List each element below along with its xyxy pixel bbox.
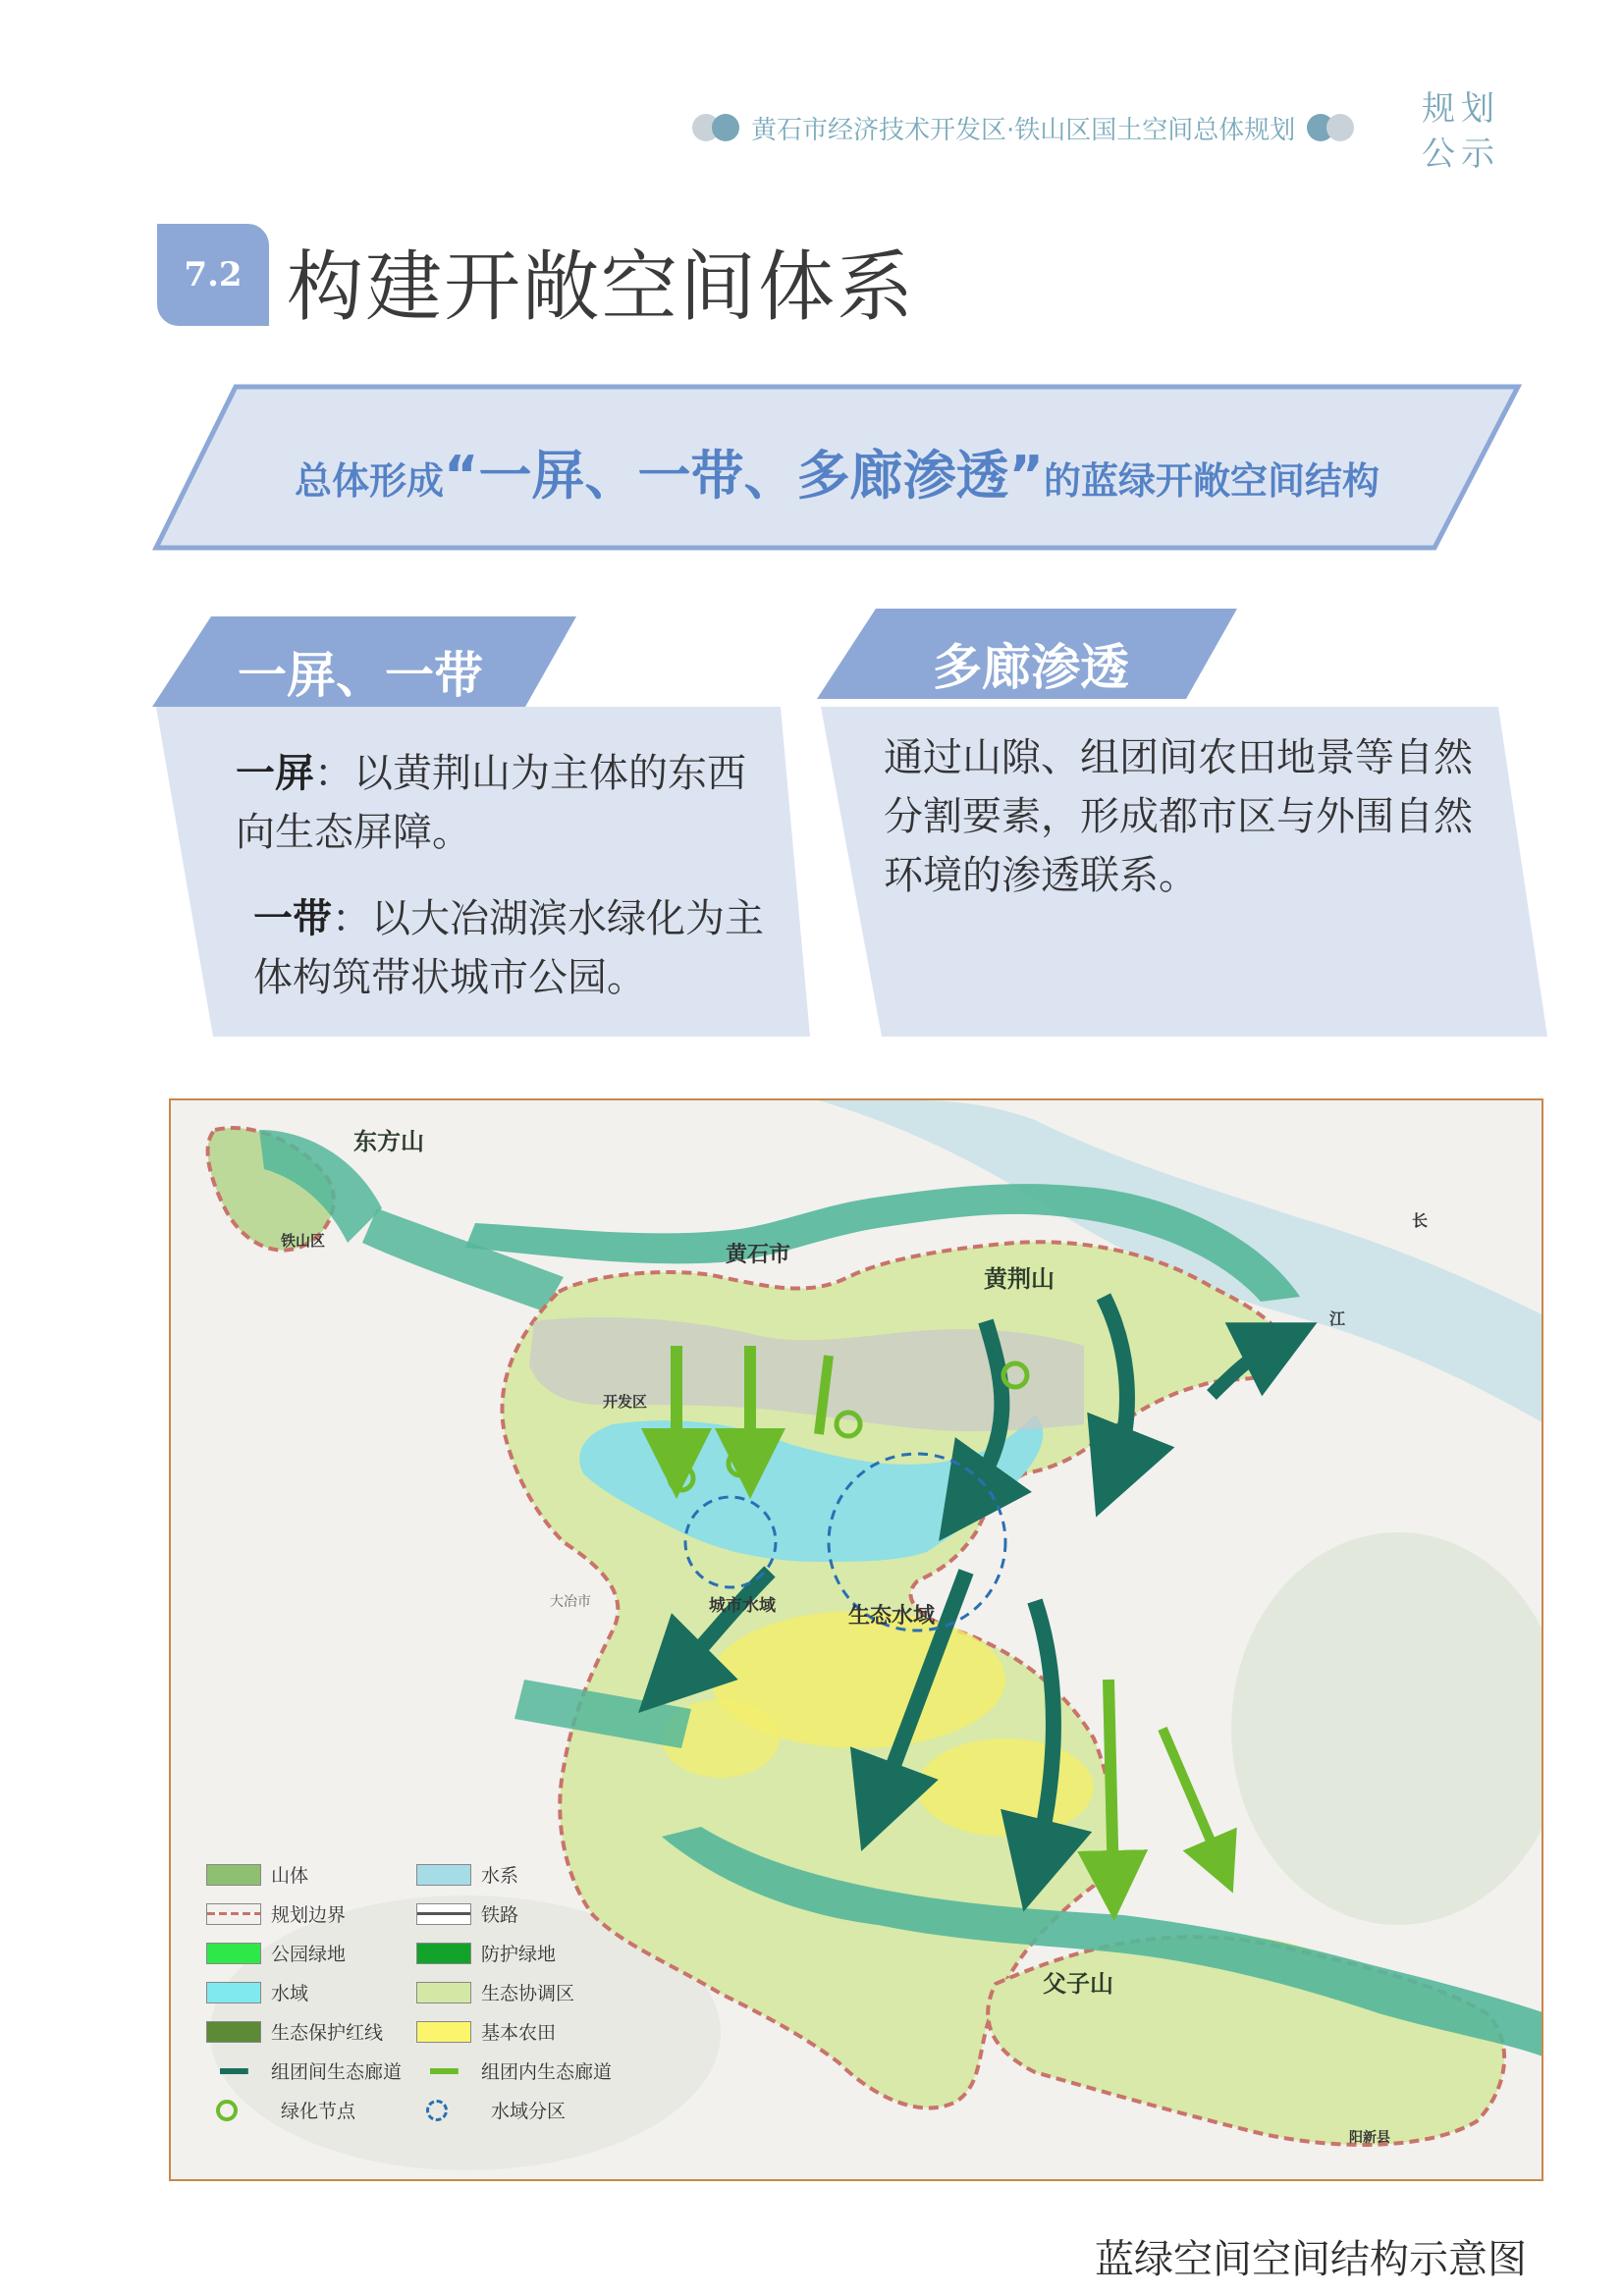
legend-swatch — [416, 1864, 471, 1886]
label-dongfangshan: 东方山 — [353, 1128, 424, 1155]
legend-item — [416, 2097, 566, 2123]
right-panel-tab: 多廊渗透 — [933, 639, 1129, 696]
section-number-badge: 7.2 — [157, 224, 269, 326]
legend-label: 防护绿地 — [481, 1944, 557, 1965]
label-yangxinxian: 阳新县 — [1349, 2130, 1390, 2146]
legend-swatch — [416, 2064, 471, 2078]
legend-swatch — [426, 2100, 448, 2121]
legend-label: 公园绿地 — [271, 1944, 347, 1965]
map-caption: 蓝绿空间空间结构示意图 — [1095, 2237, 1527, 2282]
headline-prefix: 总体形成 — [294, 459, 444, 503]
legend-label: 水域 — [271, 1983, 309, 2004]
legend-label: 生态协调区 — [481, 1983, 575, 2004]
document-title: 黄石市经济技术开发区·铁山区国土空间总体规划 — [751, 115, 1296, 145]
legend-item — [206, 1979, 308, 2005]
legend-label: 生态保护红线 — [271, 2022, 384, 2044]
legend-label: 基本农田 — [481, 2022, 557, 2044]
legend-swatch — [206, 1903, 261, 1925]
legend-item — [416, 1979, 574, 2005]
label-fuzishan: 父子山 — [1043, 1970, 1113, 1998]
headline-text — [152, 434, 1522, 509]
label-shengtaishuiyu: 生态水域 — [848, 1604, 936, 1629]
legend-swatch — [416, 1982, 471, 2003]
p2-text: ：以大冶湖滨水绿化为主体构筑带状城市公园。 — [253, 896, 764, 1000]
p2-label: 一带 — [253, 896, 332, 941]
headline-suffix: 的蓝绿开敞空间结构 — [1043, 459, 1380, 503]
left-panel-paragraph-2 — [253, 889, 784, 1007]
legend-swatch — [416, 1943, 471, 1964]
blue-green-space-map — [169, 1098, 1543, 2181]
legend-label: 铁路 — [481, 1904, 519, 1926]
legend-label: 山体 — [271, 1865, 309, 1887]
public-notice-line1: 规划 — [1422, 89, 1500, 129]
label-tieshanqu: 铁山区 — [281, 1232, 326, 1250]
legend-item — [416, 2018, 556, 2045]
legend-swatch — [206, 1982, 261, 2003]
public-notice-label — [1422, 86, 1500, 177]
header-dot — [1326, 114, 1354, 141]
legend-item — [206, 2097, 355, 2123]
header-bar — [692, 106, 1354, 149]
header-dots-left — [692, 114, 739, 141]
label-dayeshi: 大冶市 — [550, 1594, 591, 1610]
label-huangshishi: 黄石市 — [726, 1243, 791, 1267]
header-dots-right — [1307, 114, 1354, 141]
legend-swatch — [206, 1943, 261, 1964]
p1-label: 一屏 — [236, 751, 314, 796]
legend-swatch — [206, 1864, 261, 1886]
legend-item — [416, 1861, 518, 1888]
label-jiang: 江 — [1329, 1309, 1346, 1328]
right-panel-paragraph: 通过山隙、组团间农田地景等自然分割要素，形成都市区与外围自然环境的渗透联系。 — [884, 735, 1473, 898]
legend-item — [416, 2057, 612, 2084]
section-title: 构建开敞空间体系 — [287, 243, 916, 332]
legend-item — [416, 1900, 518, 1927]
legend-swatch — [206, 2021, 261, 2043]
legend-label: 规划边界 — [271, 1904, 347, 1926]
legend-label: 组团间生态廊道 — [271, 2061, 403, 2083]
legend-item — [206, 2057, 402, 2084]
legend-item — [206, 1940, 346, 1966]
legend-label: 水系 — [481, 1865, 519, 1887]
headline-highlight: “一屏、一带、多廊渗透” — [444, 445, 1044, 507]
legend-swatch — [416, 2021, 471, 2043]
legend-item — [206, 2018, 383, 2045]
legend-swatch — [216, 2100, 238, 2121]
label-chang: 长 — [1412, 1211, 1429, 1230]
header-dot — [712, 114, 739, 141]
legend-swatch — [206, 2064, 261, 2078]
left-panel-paragraph-1 — [236, 744, 766, 862]
label-kaifaqu: 开发区 — [603, 1393, 648, 1411]
p1-text: ：以黄荆山为主体的东西向生态屏障。 — [236, 751, 746, 855]
label-huangjingshan: 黄荆山 — [984, 1265, 1055, 1293]
left-panel-tab: 一屏、一带 — [238, 647, 483, 704]
public-notice-line2: 公示 — [1422, 134, 1500, 174]
legend-label: 绿化节点 — [281, 2101, 356, 2122]
legend-item — [416, 1940, 556, 1966]
legend-label: 组团内生态廊道 — [481, 2061, 613, 2083]
legend-label: 水域分区 — [491, 2101, 567, 2122]
legend-swatch — [416, 1903, 471, 1925]
legend-item — [206, 1900, 346, 1927]
legend-item — [206, 1861, 308, 1888]
label-chengshishuiyu: 城市水域 — [709, 1596, 776, 1616]
